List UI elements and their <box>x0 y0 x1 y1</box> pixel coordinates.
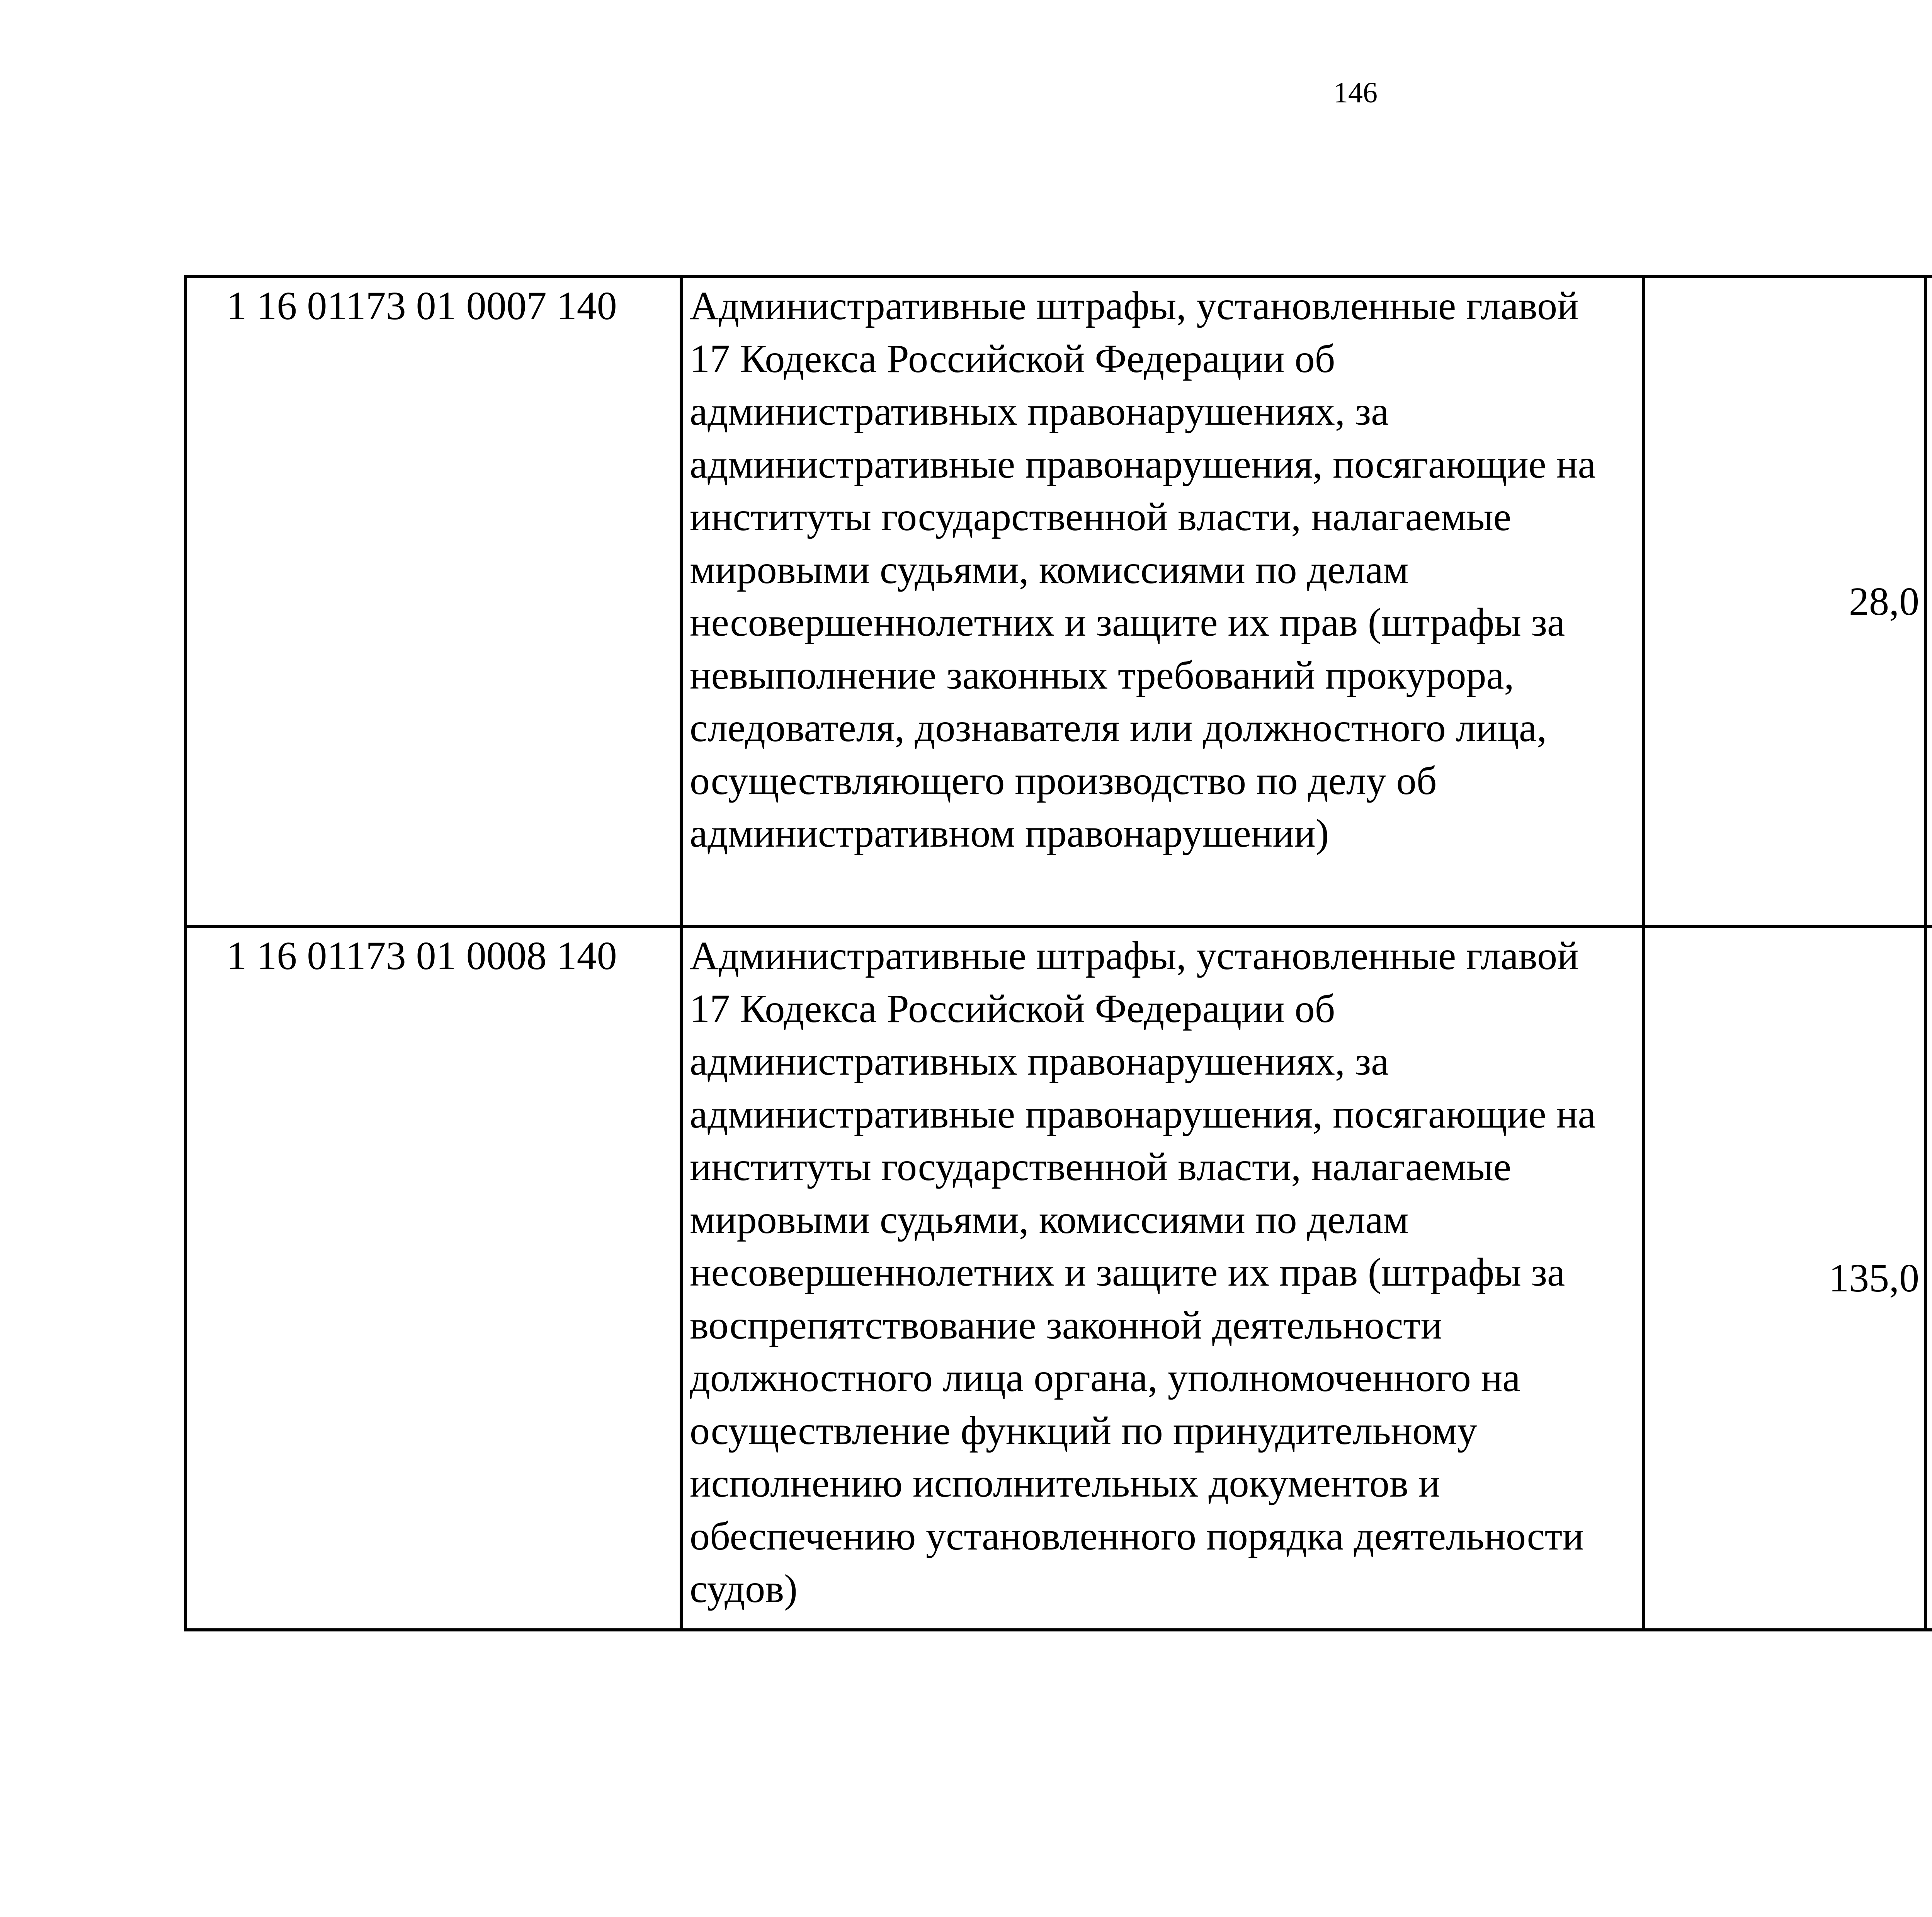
table-row <box>185 277 1932 927</box>
description-line: мировыми судьями, комиссиями по делам <box>690 547 1409 592</box>
description-line: несовершеннолетних и защите их прав (штрафы за <box>690 1250 1565 1294</box>
description-line: осуществляющего производство по делу об <box>690 758 1437 803</box>
description-line: мировыми судьями, комиссиями по делам <box>690 1197 1409 1242</box>
description-line: следователя, дознавателя или должностного лица, <box>690 706 1547 750</box>
budget-revenue-table <box>184 275 1932 1631</box>
description-line: административном правонарушении) <box>690 811 1329 856</box>
description-line: институты государственной власти, налагаемые <box>690 1145 1511 1189</box>
description-line: Административные штрафы, установленные главой <box>690 934 1579 978</box>
page-number: 146 <box>1333 77 1378 109</box>
description-line: 17 Кодекса Российской Федерации об <box>690 986 1335 1031</box>
description-line: должностного лица органа, уполномоченного на <box>690 1356 1520 1400</box>
description-line: институты государственной власти, налагаемые <box>690 495 1511 539</box>
budget-classification-code: 1 16 01173 01 0008 140 <box>185 927 681 1630</box>
description-line: судов) <box>690 1567 798 1611</box>
description-line: административных правонарушениях, за <box>690 1039 1389 1084</box>
description-line: обеспечению установленного порядка деятельности <box>690 1514 1584 1558</box>
description-line: невыполнение законных требований прокурора, <box>690 653 1514 697</box>
value-cell-2 <box>1925 277 1932 927</box>
revenue-description <box>681 927 1643 1630</box>
description-line: административные правонарушения, посягающие на <box>690 442 1596 486</box>
value-cell-1: 28,0 <box>1643 277 1925 927</box>
description-line: 17 Кодекса Российской Федерации об <box>690 336 1335 381</box>
table-row <box>185 927 1932 1630</box>
description-line: административные правонарушения, посягающие на <box>690 1092 1596 1136</box>
description-line: несовершеннолетних и защите их прав (штрафы за <box>690 600 1565 645</box>
description-line: осуществление функций по принудительному <box>690 1408 1478 1453</box>
budget-classification-code: 1 16 01173 01 0007 140 <box>185 277 681 927</box>
value-cell-1: 135,0 <box>1643 927 1925 1630</box>
description-line: исполнению исполнительных документов и <box>690 1461 1440 1505</box>
value-cell-2 <box>1925 927 1932 1630</box>
description-line: Административные штрафы, установленные главой <box>690 284 1579 328</box>
description-line: административных правонарушениях, за <box>690 389 1389 434</box>
revenue-description <box>681 277 1643 927</box>
description-line: воспрепятствование законной деятельности <box>690 1303 1442 1347</box>
